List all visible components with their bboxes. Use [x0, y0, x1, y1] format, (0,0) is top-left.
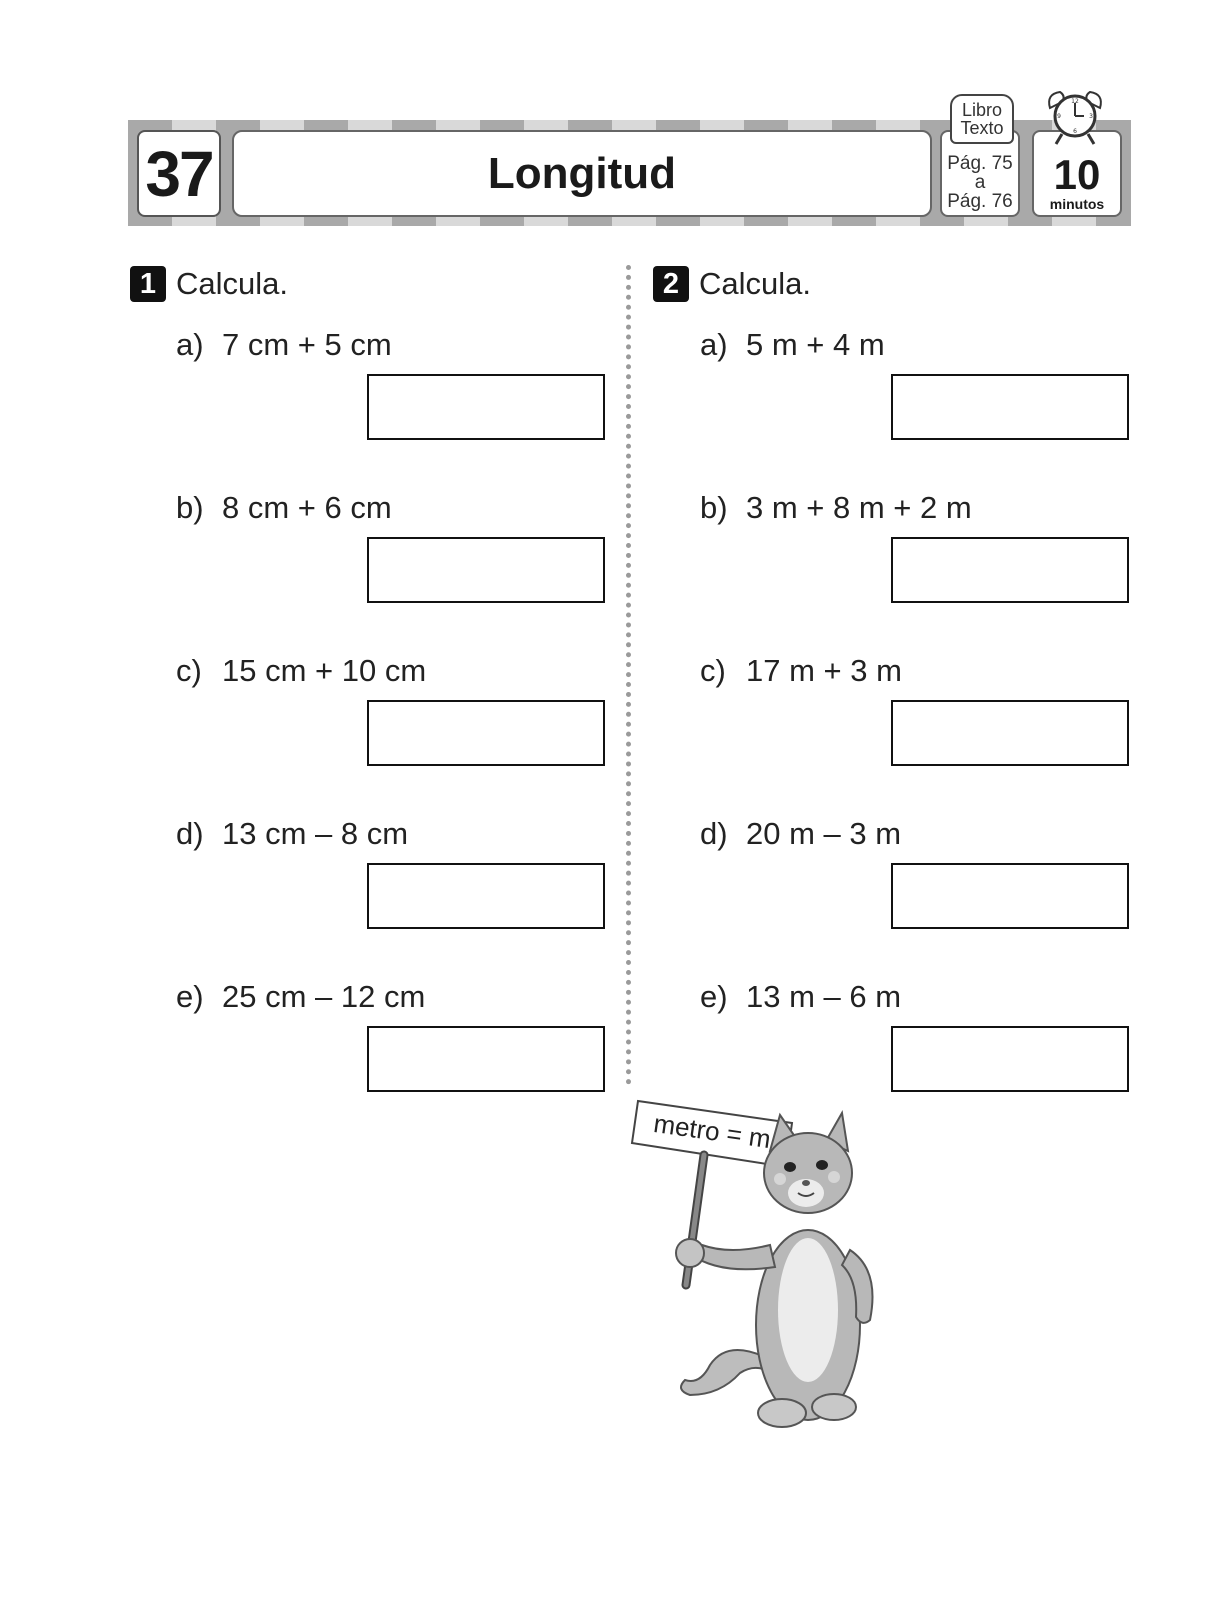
- lesson-number: 37: [137, 130, 221, 217]
- exercise-2-heading: [653, 266, 811, 302]
- answer-box[interactable]: [891, 374, 1129, 440]
- exercise-1-item-a: a) 7 cm + 5 cm: [176, 327, 392, 362]
- svg-text:6: 6: [1073, 128, 1077, 135]
- answer-box[interactable]: [891, 863, 1129, 929]
- timer-value: 10: [1053, 151, 1101, 198]
- answer-box[interactable]: [367, 700, 605, 766]
- exercise-2-item-c: c) 17 m + 3 m: [700, 653, 902, 688]
- exercise-2-item-a: a) 5 m + 4 m: [700, 327, 885, 362]
- answer-box[interactable]: [367, 537, 605, 603]
- exercise-1-item-b: b) 8 cm + 6 cm: [176, 490, 392, 525]
- answer-box[interactable]: [367, 863, 605, 929]
- book-icon: [950, 94, 1014, 146]
- timer-unit: minutos: [1049, 196, 1105, 212]
- svg-text:12: 12: [1071, 98, 1079, 105]
- exercise-2-item-d: d) 20 m – 3 m: [700, 816, 902, 851]
- page-to: Pág. 76: [947, 191, 1013, 212]
- exercise-1-heading: [130, 266, 288, 302]
- exercise-instruction: Calcula.: [176, 266, 288, 301]
- page-connector: a: [974, 172, 986, 193]
- svg-text:9: 9: [1057, 113, 1061, 120]
- answer-box[interactable]: [891, 1026, 1129, 1092]
- exercise-1-item-d: d) 13 cm – 8 cm: [176, 816, 409, 851]
- exercise-number: 1: [130, 266, 166, 302]
- book-label-line2: Texto: [960, 118, 1004, 138]
- exercise-1-item-c: c) 15 cm + 10 cm: [176, 653, 427, 688]
- page-from: Pág. 75: [947, 153, 1013, 174]
- exercise-2-item-b: b) 3 m + 8 m + 2 m: [700, 490, 972, 525]
- exercise-number: 2: [653, 266, 689, 302]
- exercise-1-item-e: e) 25 cm – 12 cm: [176, 979, 426, 1014]
- exercise-instruction: Calcula.: [699, 266, 811, 301]
- column-divider: [626, 265, 631, 1085]
- alarm-clock-icon: [1040, 90, 1110, 146]
- answer-box[interactable]: [367, 374, 605, 440]
- svg-text:3: 3: [1089, 113, 1093, 120]
- exercise-2-item-e: e) 13 m – 6 m: [700, 979, 902, 1014]
- answer-box[interactable]: [891, 700, 1129, 766]
- page-title: Longitud: [232, 130, 932, 217]
- book-label-line1: Libro: [961, 100, 1003, 120]
- answer-box[interactable]: [891, 537, 1129, 603]
- answer-box[interactable]: [367, 1026, 605, 1092]
- sign-text: metro = m: [651, 1108, 773, 1155]
